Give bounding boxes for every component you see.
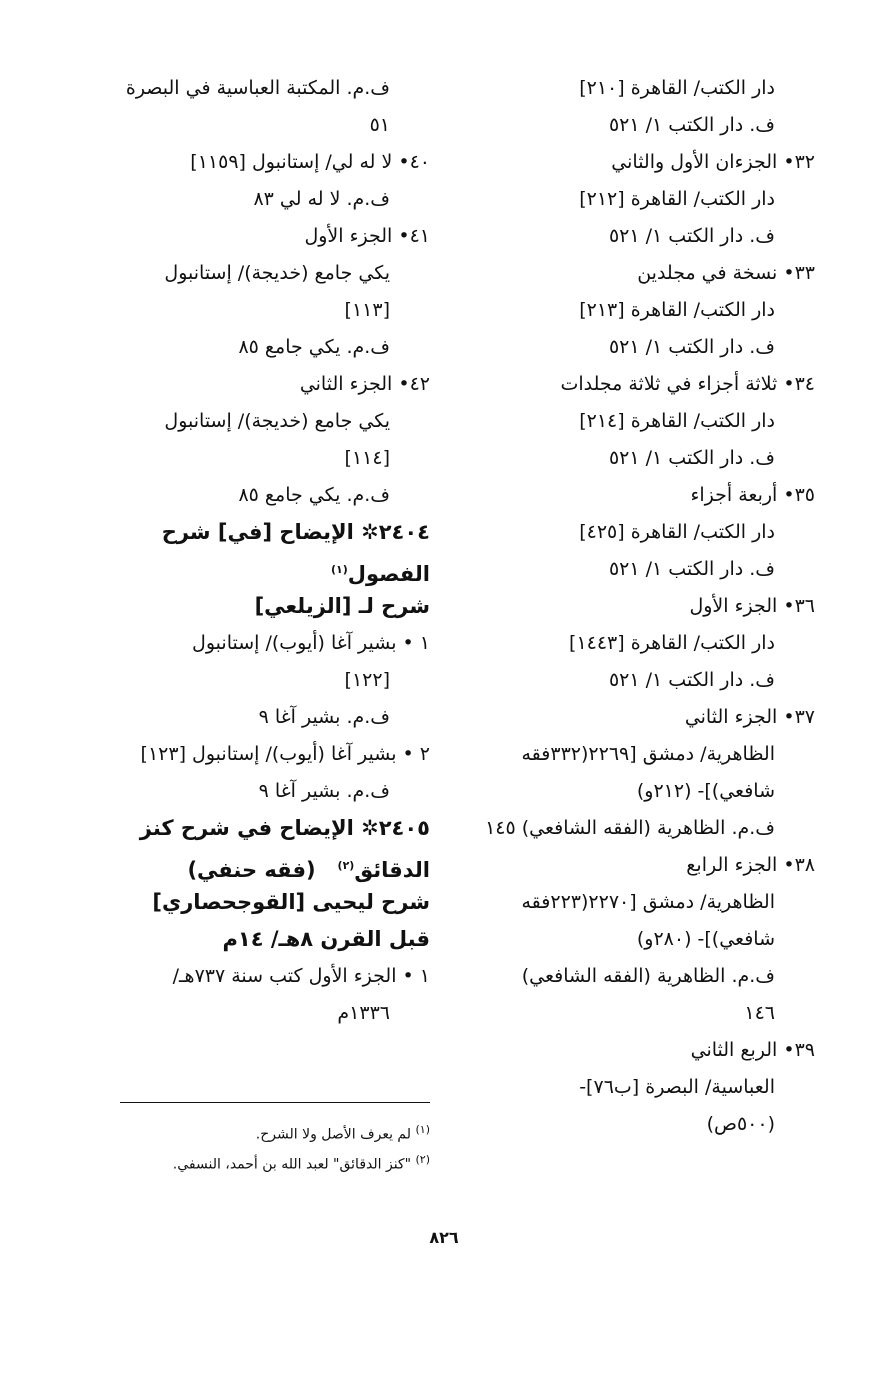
line-text: ف.م. لا له لي ٨٣	[253, 188, 390, 210]
text-line	[470, 403, 815, 440]
text-line	[470, 958, 815, 995]
footnote	[85, 1115, 430, 1145]
line-text: ٣٧• الجزء الثاني	[684, 706, 815, 728]
line-text: ٢٤٠٥✲ الإيضاح في شرح كنز	[139, 816, 430, 840]
line-text: ف. دار الكتب ١/ ٥٢١	[608, 225, 775, 247]
text-line	[470, 588, 815, 625]
line-text: ٤٠• لا له لي/ إستانبول [١١٥٩]	[190, 151, 430, 173]
line-text: [١١٤]	[344, 447, 390, 469]
line-text: ف.م. يكي جامع ٨٥	[238, 484, 390, 506]
line-text: ف.م. المكتبة العباسية في البصرة	[125, 77, 390, 99]
text-line	[470, 144, 815, 181]
text-line	[85, 329, 430, 366]
footnote-marker: (١)	[330, 563, 348, 576]
text-line	[470, 107, 815, 144]
text-line	[85, 588, 430, 625]
line-text: ف.م. الظاهرية (الفقه الشافعي) ١٤٥	[485, 817, 775, 839]
line-text: العباسية/ البصرة [ب٧٦]-	[579, 1076, 775, 1098]
text-line	[85, 440, 430, 477]
line-text: يكي جامع (خديجة)/ إستانبول	[164, 410, 390, 432]
text-line	[470, 625, 815, 662]
line-text: ف. دار الكتب ١/ ٥٢١	[608, 447, 775, 469]
text-line	[470, 551, 815, 588]
text-line	[85, 181, 430, 218]
line-text: ف. دار الكتب ١/ ٥٢١	[608, 114, 775, 136]
line-text: ٣٣• نسخة في مجلدين	[637, 262, 815, 284]
text-line	[470, 1106, 815, 1143]
line-text: [١٢٢]	[344, 669, 390, 691]
text-line	[85, 625, 430, 662]
text-line	[470, 921, 815, 958]
line-text: ٤٢• الجزء الثاني	[299, 373, 430, 395]
line-text: ف.م. بشير آغا ٩	[258, 706, 390, 728]
line-text: ف. دار الكتب ١/ ٥٢١	[608, 558, 775, 580]
line-text: ٣٨• الجزء الرابع	[686, 854, 815, 876]
text-line	[470, 1032, 815, 1069]
text-line	[470, 736, 815, 773]
line-text: شافعي)]- (٢٨٠و)	[636, 928, 775, 950]
text-line	[470, 255, 815, 292]
footnote-divider	[120, 1102, 430, 1103]
text-line	[470, 773, 815, 810]
line-text: ٢ • بشير آغا (أيوب)/ إستانبول [١٢٣]	[140, 743, 430, 765]
text-line	[470, 477, 815, 514]
text-line	[85, 847, 430, 884]
text-line	[470, 1069, 815, 1106]
text-line	[470, 884, 815, 921]
line-text: دار الكتب/ القاهرة [٢١٠]	[579, 77, 775, 99]
line-text: ١ • بشير آغا (أيوب)/ إستانبول	[192, 632, 430, 654]
text-line	[470, 366, 815, 403]
line-text: ٣٦• الجزء الأول	[689, 595, 815, 617]
right-column	[470, 70, 815, 1143]
line-text: ١٣٣٦م	[337, 1002, 390, 1024]
footnotes	[85, 1115, 430, 1175]
text-line	[85, 958, 430, 995]
footnote-text: "كنز الدقائق" لعبد الله بن أحمد، النسفي.	[172, 1156, 412, 1173]
line-text: دار الكتب/ القاهرة [٢١٣]	[579, 299, 775, 321]
line-text: الظاهرية/ دمشق [٢٢٦٩(٣٣٢فقه	[521, 743, 775, 765]
text-line	[85, 995, 430, 1032]
line-text: ف. دار الكتب ١/ ٥٢١	[608, 336, 775, 358]
line-text: [١١٣]	[344, 299, 390, 321]
line-text: ٤١• الجزء الأول	[304, 225, 430, 247]
line-suffix: (فقه حنفي)	[187, 858, 338, 882]
text-line	[470, 514, 815, 551]
text-line	[85, 810, 430, 847]
line-text: الفصول	[347, 562, 430, 586]
line-text: ١ • الجزء الأول كتب سنة ٧٣٧هـ/	[172, 965, 430, 987]
left-column	[85, 70, 430, 1032]
text-line	[85, 107, 430, 144]
footnote-mark: (١)	[415, 1123, 430, 1136]
line-text: شافعي)]- (٢١٢و)	[636, 780, 775, 802]
page-number: ٨٢٦	[429, 1228, 459, 1247]
text-line	[85, 477, 430, 514]
text-line	[85, 255, 430, 292]
text-line	[470, 292, 815, 329]
line-text: ف.م. الظاهرية (الفقه الشافعي)	[521, 965, 775, 987]
line-text: ف. دار الكتب ١/ ٥٢١	[608, 669, 775, 691]
line-text: ف.م. بشير آغا ٩	[258, 780, 390, 802]
line-text: ٣٥• أربعة أجزاء	[690, 484, 815, 506]
line-text: يكي جامع (خديجة)/ إستانبول	[164, 262, 390, 284]
footnote-marker: (٢)	[337, 859, 355, 872]
line-text: شرح لـ [الزيلعي]	[254, 594, 430, 618]
line-text: دار الكتب/ القاهرة [١٤٤٣]	[569, 632, 775, 654]
text-line	[470, 181, 815, 218]
line-text: دار الكتب/ القاهرة [٢١٢]	[579, 188, 775, 210]
text-line	[85, 366, 430, 403]
text-line	[85, 884, 430, 921]
footnote	[85, 1145, 430, 1175]
line-text: الدقائق	[354, 858, 430, 882]
text-line	[470, 995, 815, 1032]
line-text: (٥٠٠ص)	[706, 1113, 775, 1135]
text-line	[85, 736, 430, 773]
text-line	[470, 440, 815, 477]
line-text: ١٤٦	[744, 1002, 775, 1024]
text-line	[85, 218, 430, 255]
text-line	[85, 773, 430, 810]
line-text: ٣٤• ثلاثة أجزاء في ثلاثة مجلدات	[560, 373, 815, 395]
text-line	[470, 662, 815, 699]
text-line	[85, 514, 430, 551]
text-line	[85, 292, 430, 329]
text-line	[470, 329, 815, 366]
line-text: ٣٩• الربع الثاني	[690, 1039, 815, 1061]
line-text: الظاهرية/ دمشق [٢٢٧٠(٢٢٣فقه	[521, 891, 775, 913]
line-text: دار الكتب/ القاهرة [٤٢٥]	[579, 521, 775, 543]
text-line	[470, 699, 815, 736]
text-line	[85, 921, 430, 958]
line-text: ف.م. يكي جامع ٨٥	[238, 336, 390, 358]
line-text: ٥١	[369, 114, 390, 136]
line-text: قبل القرن ٨هـ/ ١٤م	[222, 927, 430, 951]
footnote-text: لم يعرف الأصل ولا الشرح.	[255, 1126, 412, 1143]
text-line	[470, 847, 815, 884]
text-line	[470, 70, 815, 107]
line-text: ٣٢• الجزءان الأول والثاني	[611, 151, 815, 173]
text-line	[85, 551, 430, 588]
text-line	[85, 699, 430, 736]
line-text: دار الكتب/ القاهرة [٢١٤]	[579, 410, 775, 432]
line-text: شرح ليحيى [القوجحصاري]	[152, 890, 430, 914]
text-line	[85, 403, 430, 440]
line-text: ٢٤٠٤✲ الإيضاح [في] شرح	[161, 520, 430, 544]
text-line	[470, 810, 815, 847]
text-line	[470, 218, 815, 255]
text-line	[85, 144, 430, 181]
text-line	[85, 662, 430, 699]
text-line	[85, 70, 430, 107]
footnote-mark: (٢)	[415, 1153, 430, 1166]
